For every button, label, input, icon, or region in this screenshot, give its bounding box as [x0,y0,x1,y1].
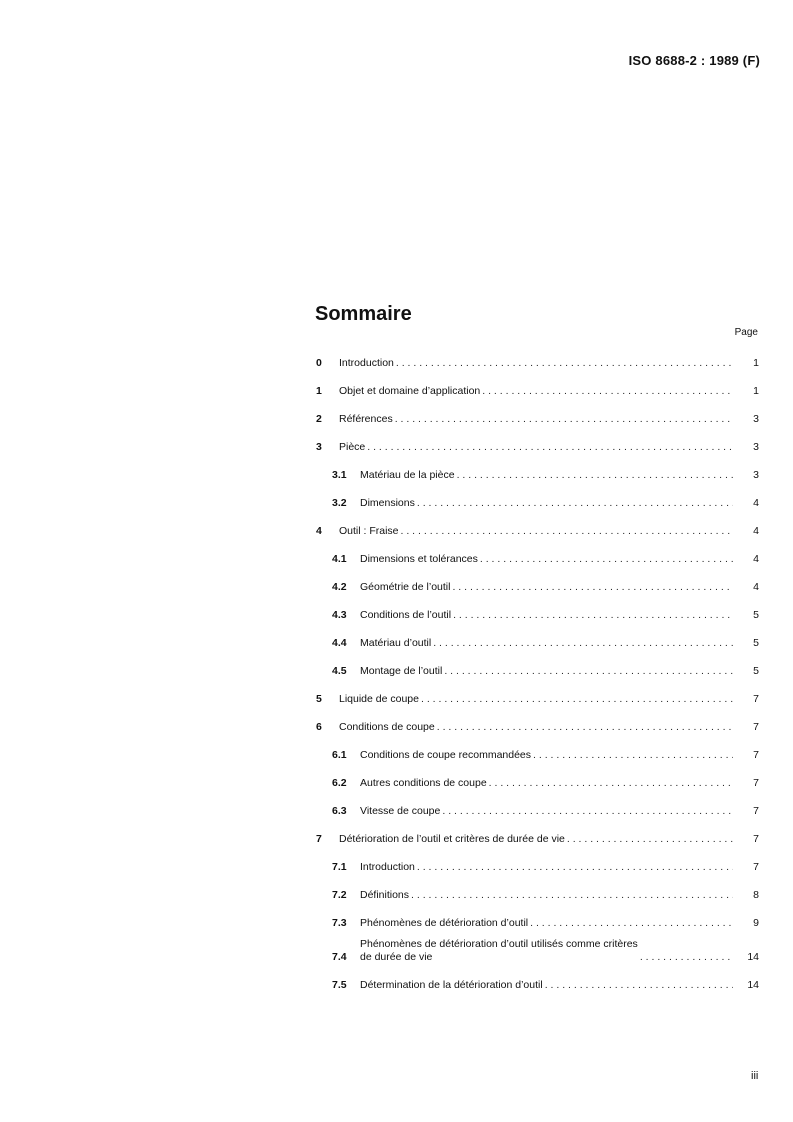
toc-entry-number: 7.3 [332,917,347,929]
toc-entry-label: Phénomènes de détérioration d’outil utilisés comme critères [360,938,638,950]
toc-entry-number: 4.3 [332,609,347,621]
toc-entry-page: 1 [753,357,759,369]
toc-entry-number: 6.3 [332,805,347,817]
toc-entry-label: Géométrie de l’outil [360,581,451,593]
toc-entry-number: 7.1 [332,861,347,873]
toc-entry[interactable] [316,398,759,426]
toc-entry-page: 4 [753,553,759,565]
dot-leader [401,525,733,538]
toc-entry-page: 7 [753,721,759,733]
toc-entry[interactable] [316,342,759,370]
toc-entry[interactable] [316,622,759,650]
toc-entry-number: 3 [316,441,322,453]
dot-leader [367,441,733,454]
toc-entry-label-continued: de durée de vie [360,951,433,963]
toc-entry-number: 3.2 [332,497,347,509]
dot-leader [444,665,733,678]
toc-entry[interactable] [316,482,759,510]
page-number: iii [751,1070,759,1082]
toc-entry-number: 0 [316,357,322,369]
toc-entry-label: Détermination de la détérioration d’outil [360,979,543,991]
toc-entry[interactable] [316,566,759,594]
toc-entry-number: 4.1 [332,553,347,565]
dot-leader [453,609,733,622]
dot-leader [417,497,733,510]
dot-leader [640,951,733,964]
toc-entry[interactable] [316,454,759,482]
toc-entry[interactable] [316,874,759,902]
toc-entry-label: Phénomènes de détérioration d’outil [360,917,529,929]
toc-entry-number: 4.2 [332,581,347,593]
toc-entry-label: Montage de l’outil [360,665,443,677]
toc-entry[interactable] [316,930,759,964]
toc-entry-label: Dimensions et tolérances [360,553,478,565]
toc-entry-label: Définitions [360,889,410,901]
toc-entry-label: Introduction [339,357,394,369]
toc-entry-page: 5 [753,609,759,621]
dot-leader [395,413,733,426]
toc-entry-page: 4 [753,581,759,593]
toc-entry-page: 7 [753,749,759,761]
toc-entry-page: 7 [753,833,759,845]
toc-entry-label: Matériau d’outil [360,637,432,649]
toc-entry-number: 1 [316,385,322,397]
toc-entry[interactable] [316,510,759,538]
toc-entry-label: Pièce [339,441,366,453]
toc-entry-label: Vitesse de coupe [360,805,441,817]
toc-entry-page: 5 [753,637,759,649]
dot-leader [482,385,733,398]
toc-entry-number: 7 [316,833,322,845]
toc-entry-page: 3 [753,441,759,453]
toc-entry-page: 4 [753,525,759,537]
toc-entry-number: 7.2 [332,889,347,901]
toc-entry[interactable] [316,650,759,678]
toc-entry-label: Détérioration de l’outil et critères de durée de vie [339,833,565,845]
toc-entry-label: Dimensions [360,497,415,509]
toc-entry[interactable] [316,370,759,398]
toc-entry-label: Conditions de coupe recommandées [360,749,532,761]
toc-entry-label: Liquide de coupe [339,693,419,705]
dot-leader [457,469,733,482]
toc-entry-page: 3 [753,413,759,425]
toc-entry-number: 6 [316,721,322,733]
toc-entry-number: 3.1 [332,469,347,481]
toc-entry-label: Matériau de la pièce [360,469,455,481]
dot-leader [396,357,733,370]
toc-entry[interactable] [316,964,759,992]
toc-entry[interactable] [316,902,759,930]
dot-leader [533,749,733,762]
page-title: Sommaire [315,303,412,325]
toc-entry[interactable] [316,846,759,874]
toc-entry-page: 7 [753,777,759,789]
toc-entry[interactable] [316,762,759,790]
dot-leader [545,979,733,992]
dot-leader [567,833,733,846]
toc-entry-label: Conditions de l’outil [360,609,452,621]
dot-leader [433,637,733,650]
toc-entry-page: 14 [747,951,759,963]
toc-entry-page: 14 [747,979,759,991]
toc-entry-label: Conditions de coupe [339,721,435,733]
toc-entry-page: 7 [753,805,759,817]
toc-entry-number: 4.4 [332,637,347,649]
toc-entry-page: 9 [753,917,759,929]
dot-leader [452,581,733,594]
dot-leader [489,777,733,790]
toc-entry-number: 6.2 [332,777,347,789]
toc-entry-page: 1 [753,385,759,397]
toc-entry-label: Outil : Fraise [339,525,399,537]
toc-entry-page: 7 [753,693,759,705]
toc-entry-label: Autres conditions de coupe [360,777,487,789]
toc-entry-page: 4 [753,497,759,509]
toc-entry[interactable] [316,790,759,818]
toc-entry[interactable] [316,678,759,706]
dot-leader [417,861,733,874]
toc-entry-page: 8 [753,889,759,901]
toc-entry-number: 7.5 [332,979,347,991]
toc-entry-page: 5 [753,665,759,677]
dot-leader [530,917,733,930]
toc-entry-number: 7.4 [332,951,347,963]
dot-leader [421,693,733,706]
toc-entry-label: Introduction [360,861,415,873]
toc-entry[interactable] [316,538,759,566]
toc-entry-number: 2 [316,413,322,425]
dot-leader [437,721,733,734]
table-of-contents [316,342,759,992]
toc-entry-number: 6.1 [332,749,347,761]
toc-entry-label: Références [339,413,393,425]
toc-entry[interactable] [316,734,759,762]
toc-entry-number: 4 [316,525,322,537]
page-column-label: Page [734,327,758,338]
dot-leader [442,805,733,818]
dot-leader [480,553,733,566]
toc-entry-number: 5 [316,693,322,705]
dot-leader [411,889,733,902]
toc-entry[interactable] [316,706,759,734]
toc-entry[interactable] [316,426,759,454]
toc-entry-label: Objet et domaine d’application [339,385,481,397]
toc-entry-number: 4.5 [332,665,347,677]
document-identifier: ISO 8688-2 : 1989 (F) [628,53,760,68]
toc-entry-page: 7 [753,861,759,873]
toc-entry[interactable] [316,818,759,846]
toc-entry-page: 3 [753,469,759,481]
toc-entry[interactable] [316,594,759,622]
